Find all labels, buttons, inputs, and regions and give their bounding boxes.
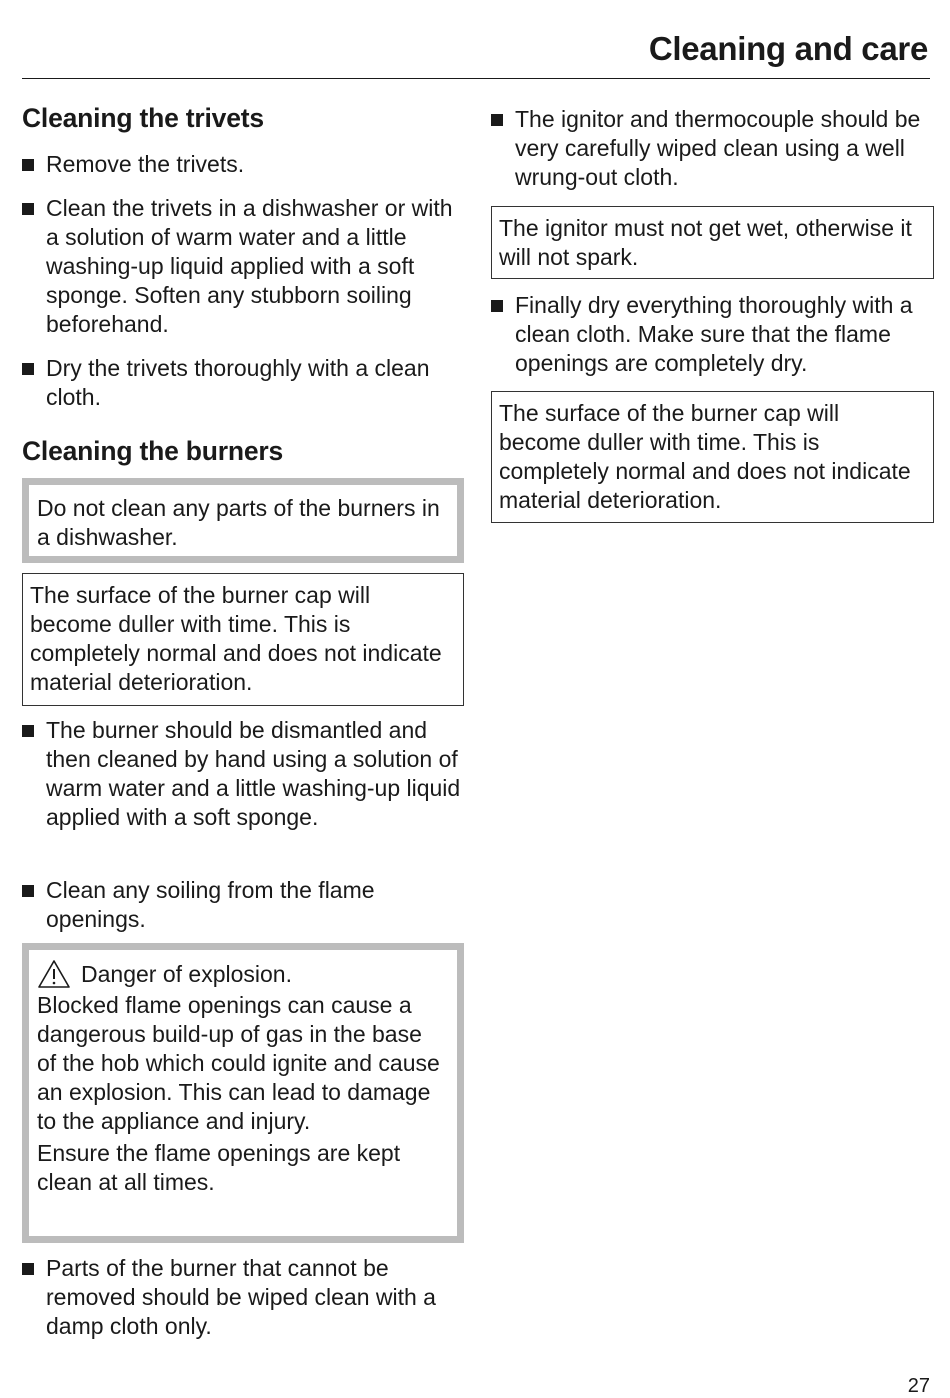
list-item	[491, 105, 934, 192]
list-item-text: The ignitor and thermocouple should be very carefully wiped clean using a well wrung-out cloth.	[515, 106, 921, 190]
danger-instruction: Ensure the flame openings are kept clean at all times.	[37, 1140, 401, 1195]
danger-title: Danger of explosion.	[81, 960, 292, 987]
ignitor-note-box	[491, 206, 934, 279]
list-item	[22, 354, 464, 412]
list-item	[22, 1254, 464, 1341]
list-item	[491, 291, 934, 378]
burner-cap-note-text: The surface of the burner cap will become duller with time. This is completely normal and does not indicate material deterioration.	[499, 400, 911, 513]
dishwasher-warning-box	[22, 478, 464, 563]
list-item	[22, 876, 464, 934]
warning-triangle-icon	[37, 959, 71, 989]
bullet-square-icon	[22, 203, 34, 215]
list-item-text: Dry the trivets thoroughly with a clean cloth.	[46, 355, 430, 410]
burners-heading: Cleaning the burners	[22, 436, 284, 466]
trivets-heading: Cleaning the trivets	[22, 103, 264, 133]
bullet-square-icon	[22, 363, 34, 375]
burner-cap-note-text: The surface of the burner cap will become duller with time. This is completely normal and does not indicate material deterioration.	[30, 582, 442, 695]
danger-warning-box	[22, 943, 464, 1243]
header-divider	[22, 78, 930, 79]
list-item	[22, 194, 464, 339]
burner-cap-note-box	[491, 391, 934, 523]
list-item	[22, 716, 464, 832]
dishwasher-warning-text: Do not clean any parts of the burners in a dishwasher.	[37, 495, 440, 550]
list-item-text: Parts of the burner that cannot be removed should be wiped clean with a damp cloth only.	[46, 1255, 436, 1339]
list-item	[22, 150, 464, 179]
list-item-text: Remove the trivets.	[46, 151, 245, 177]
bullet-square-icon	[22, 1263, 34, 1275]
page-title: Cleaning and care	[648, 30, 928, 67]
bullet-square-icon	[22, 725, 34, 737]
danger-header	[37, 959, 447, 989]
bullet-square-icon	[22, 159, 34, 171]
bullet-square-icon	[22, 885, 34, 897]
bullet-square-icon	[491, 114, 503, 126]
ignitor-note-text: The ignitor must not get wet, otherwise it will not spark.	[499, 215, 912, 270]
list-item-text: Clean the trivets in a dishwasher or with a solution of warm water and a little washing-up liquid applied with a soft sponge. Soften any stubborn soiling beforehand.	[46, 195, 453, 337]
burner-cap-note-box	[22, 573, 464, 706]
list-item-text: The burner should be dismantled and then cleaned by hand using a solution of warm water and a little washing-up liquid applied with a soft sponge.	[46, 717, 461, 830]
list-item-text: Clean any soiling from the flame openings.	[46, 877, 375, 932]
danger-body: Blocked flame openings can cause a dangerous build-up of gas in the base of the hob which could ignite and cause an explosion. This can lead to damage to the appliance and injury.	[37, 992, 440, 1134]
page-number: 27	[907, 1375, 930, 1397]
bullet-square-icon	[491, 300, 503, 312]
list-item-text: Finally dry everything thoroughly with a clean cloth. Make sure that the flame openings are completely dry.	[515, 292, 913, 376]
